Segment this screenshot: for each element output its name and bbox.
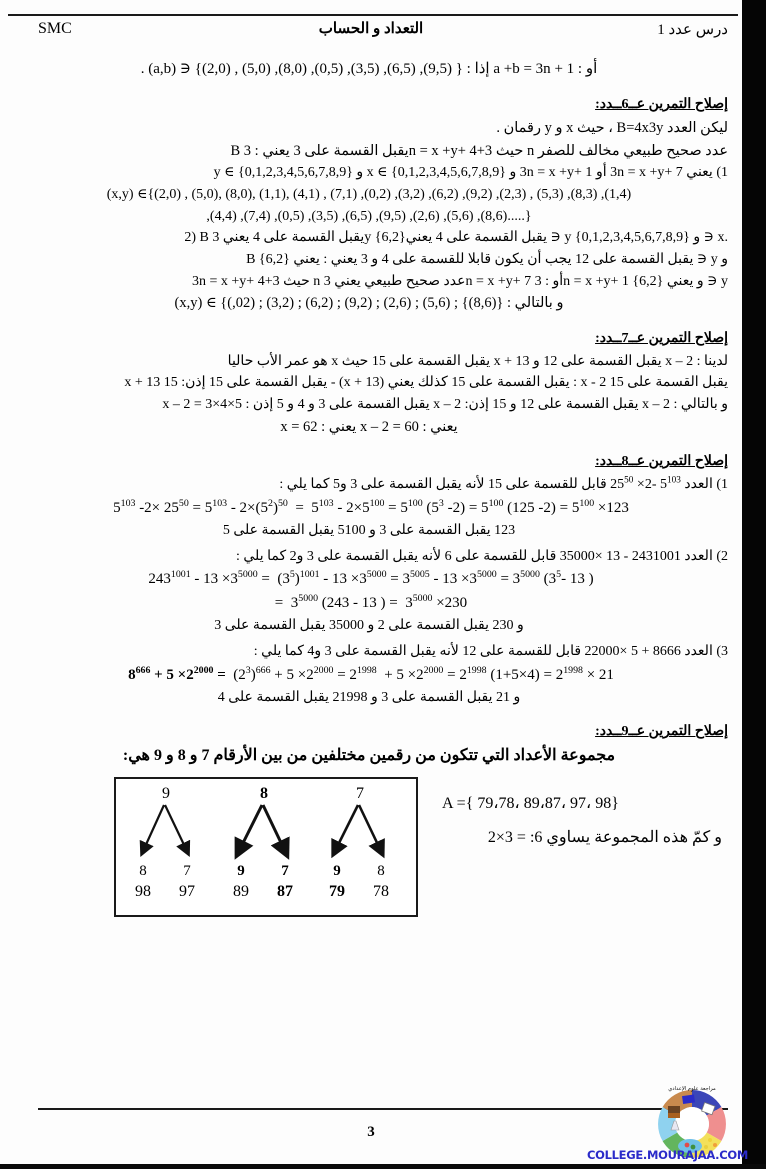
ex8-q3-note: و 21 يقبل القسمة على 3 و 21998 يقبل القسمة على 4 — [217, 689, 521, 705]
ex8-q2-math-2: = $3^{5000}$ (243 - 13 ) = $3^{5000} \times 230$ — [274, 593, 468, 612]
ex8-q3-math: $8^{666} + 5 \times 2^{2000} = (2^3)^{666} + 5 \times 2^{2000} = 2^{1998} + 5 \times 2^{2000} = 2^{1998}$ $(1+5\times 4) = 2^{1998} \times 21$ — [128, 664, 614, 683]
tree-number-right-2: 87 — [277, 883, 293, 901]
ex6-line-1: ليكن العدد B=4x3y ، حيث x و y رقمان . — [496, 120, 728, 137]
tree-number-left-3: 79 — [329, 883, 345, 901]
ex8-q1-math: $5^{103}$ $-2\times 25^{50} = 5^{103} - 2\times(5^2)^{50} = 5^{103} - 2\times 5^{100} = 5^{100}$ ($5^3$ $-2) = 5^{100}$ (125 $-2) = 5^{100} \times 123$ — [113, 498, 629, 516]
header-lesson-label: درس عدد 1 — [657, 22, 728, 38]
ex8-q1-exp-a: 103 — [666, 474, 681, 485]
ex7-line-3: و بالتالي : x – 2 يقبل القسمة على 12 و 15 إذن: x – 2 يقبل القسمة على 3 و 4 و 5 إذن : x – 2 = 3×4×5 — [162, 397, 728, 413]
ex6-line-8: 3n = x +y+ 4+3 حيث n عدد صحيح طبيعي يعني 3n = x +y+ 7 أو : 3n = x +y+ 1 و يعني {6,2} ∋ y — [192, 273, 728, 289]
tree-group-1 — [118, 779, 214, 915]
tree-leaf-left-1: 8 — [139, 863, 147, 880]
ex8-q2-math-1: $243^{1001} - 13 \times 3^{5000} = (3^5)^{1001} - 13 \times 3^{5000} = 3^{5005} - 13 \times 3^{5000} = 3^{5000}$ ($3^5-$ 13 ) — [148, 569, 594, 588]
tree-group-3 — [312, 779, 408, 915]
ex9-statement: مجموعة الأعداد التي تتكون من رقمين مختلفين من بين الأرقام 7 و 8 و 9 هي: — [122, 747, 616, 765]
ex8-q1-note: 123 يقبل القسمة على 3 و 5100 يقبل القسمة على 5 — [222, 523, 516, 538]
ex9-answer-block — [422, 787, 722, 854]
scan-edge-artifact — [742, 0, 766, 1169]
tree-root-1: 9 — [162, 785, 170, 803]
tree-group-2 — [216, 779, 312, 915]
tree-number-left-2: 89 — [233, 883, 249, 901]
tree-leaf-right-1: 7 — [183, 863, 191, 880]
tree-root-3: 7 — [356, 785, 364, 803]
ex8-q2-note: و 230 يقبل القسمة على 2 و 35000 يقبل القسمة على 3 — [214, 618, 524, 634]
ex9-tree-diagram — [114, 777, 418, 917]
ex8-q1-text-b: -2× 25 — [610, 477, 660, 493]
tree-leaf-left-2: 9 — [237, 863, 245, 880]
ex8-q1-text-c: قابل للقسمة على 15 لأنه يقبل القسمة على 3 و5 كما يلي : — [279, 477, 611, 493]
ex7-line-1: لدينا : x – 2 يقبل القسمة على 12 و x + 13 يقبل القسمة على 15 حيث x هو عمر الأب حاليا — [227, 353, 728, 369]
tree-number-right-3: 78 — [373, 883, 389, 901]
header-rule — [8, 14, 738, 16]
site-url-label: COLLEGE.MOURAJAA.COM — [586, 1148, 748, 1162]
heading-exercise-7: إصلاح التمرين عــ7ــدد: — [595, 330, 728, 346]
tree-number-left-1: 98 — [135, 883, 151, 901]
ex7-line-4: يعني : x – 2 = 60 يعني : x = 62 — [280, 418, 458, 435]
heading-exercise-6: إصلاح التمرين عــ6ــدد: — [595, 97, 728, 113]
ex9-count-line: و كمّ هذه المجموعة يساوي 6: = 3×2 — [487, 828, 722, 846]
heading-exercise-8: إصلاح التمرين عــ8ــدد: — [595, 454, 728, 470]
ex8-q1-text-a: 1) العدد 5 — [659, 477, 728, 493]
tree-root-2: 8 — [260, 785, 268, 803]
page-number: 3 — [367, 1124, 375, 1140]
header-smc-label: SMC — [38, 20, 72, 37]
ex8-q2-statement: 2) العدد 2431001 - 13 ×35000 قابل للقسمة على 6 لأنه يقبل القسمة على 3 و2 كما يلي : — [236, 548, 728, 564]
page-header — [8, 20, 734, 46]
tree-number-right-1: 97 — [179, 883, 195, 901]
tree-leaf-right-2: 7 — [281, 863, 289, 880]
ex6-line-5: ,(4,4) ,(7,4) ,(0,5) ,(3,5) ,(6,5) ,(9,5) ,(2,6) ,(5,6) ,(8,6).....} — [206, 208, 532, 224]
ex7-line-2: x + 13 يقبل القسمة على 15 إذن: 15 - (x + 13) يقبل القسمة على 15 كذلك يعني : x - 2 يقبل القسمة على 15 — [124, 375, 728, 391]
ex9-set-line: A ={ 79،78، 89،87، 97، 98} — [442, 795, 619, 813]
ex9-figure-row — [10, 775, 732, 925]
header-title: التعداد و الحساب — [318, 21, 424, 37]
ex8-q3-statement: 3) العدد 8666 + 5 ×22000 قابل للقسمة على 12 لأنه يقبل القسمة على 3 و4 كما يلي : — [253, 644, 728, 660]
ex6-line-4: (x,y) ∈{(2,0) , (5,0), (8,0), (1,1), (4,1) , (7,1) ,(0,2) ,(3,2) ,(6,2) ,(9,2) ,(2,3) , (5,3) ,(8,3) ,(1,4) — [106, 186, 632, 202]
heading-exercise-9: إصلاح التمرين عــ9ــدد: — [595, 724, 728, 740]
intro-line: أو : 1 + a +b = 3n إذا : { (9,5), (6,5), (3,5), (0,5), (8,0), (5,0) , (2,0)} ∈ (a,b) . — [140, 61, 598, 77]
svg-text:مراجعة علوم الإعدادي: مراجعة علوم الإعدادي — [668, 1086, 716, 1092]
document-body — [10, 58, 732, 925]
footer-rule — [38, 1108, 728, 1110]
tree-leaf-left-3: 9 — [333, 863, 341, 880]
ex6-line-7: B يقبل القسمة على 12 يجب أن يكون قابلا للقسمة على 4 و 3 يعني : يعني {6,2} ∋ y و — [246, 251, 728, 267]
ex6-line-2: B يقبل القسمة على 3 يعني : 3n = x +y+ 4+3 حيث n عدد صحيح طبيعي مخالف للصفر — [230, 142, 728, 159]
ex6-line-6: 2) B يقبل القسمة على 4 يعني 3y يقبل القسمة على 4 يعني{6,2} ∋ y و {0,1,2,3,4,5,6,7,8,9} ∋ x. — [184, 230, 728, 246]
ex8-q1-exp-b: 50 — [624, 474, 634, 485]
tree-leaf-right-3: 8 — [377, 863, 385, 880]
ex6-line-3: 1) يعني 3n = x +y+ 7 أو 3n = x +y+ 1 و {0,1,2,3,4,5,6,7,8,9} ∋ x و {0,1,2,3,4,5,6,7,8,9} ∋ y — [213, 165, 728, 181]
ex6-line-9: و بالتالي : {(8,6)} ; (5,6) ; (2,6) ; (9,2) ; (6,2) ; (3,2) ; (02,)} ∋ (x,y) — [174, 295, 564, 312]
ex8-q1-statement — [10, 474, 732, 496]
